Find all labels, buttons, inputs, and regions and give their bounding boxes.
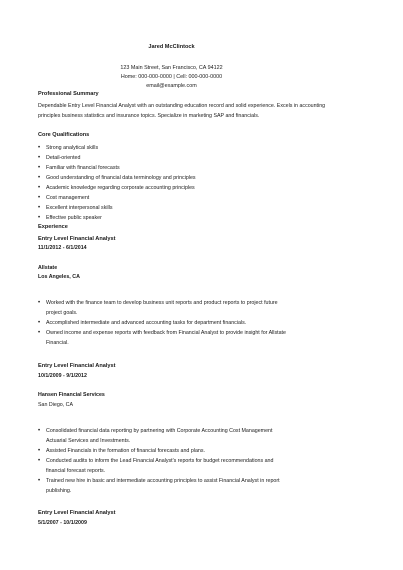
summary-text: Dependable Entry Level Financial Analyst with an outstanding education record and solid experience. Excels in accounting principles business statistics and insurance topics. Specialize in marketing SAP and financials. bbox=[38, 103, 326, 119]
list-item: • Familiar with financial forecasts bbox=[38, 163, 196, 173]
list-item: • Cost management bbox=[38, 193, 196, 203]
list-item: • Worked with the finance team to develop business unit reports and product reports to project future project goals. bbox=[38, 298, 288, 318]
list-item: • Effective public speaker bbox=[38, 213, 196, 223]
list-item: • Conducted audits to inform the Lead Financial Analyst's reports for budget recommendations and financial forecast reports. bbox=[38, 456, 288, 476]
experience-heading: Experience bbox=[38, 224, 68, 230]
list-item: • Strong analytical skills bbox=[38, 143, 196, 153]
job-1-dates: 11/1/2012 - 6/1/2014 bbox=[38, 245, 87, 251]
candidate-name: Jared McClintock bbox=[148, 44, 195, 50]
job-2-title: Entry Level Financial Analyst bbox=[38, 363, 116, 369]
phone-line: Home: 000-000-0000 | Cell: 000-000-0000 bbox=[120, 74, 223, 80]
job-1-duties bbox=[38, 298, 288, 348]
job-2-company: Hansen Financial Services bbox=[38, 392, 105, 398]
address-line: 123 Main Street, San Francisco, CA 94122 bbox=[120, 65, 223, 71]
list-item: • Assisted Financials in the formation of financial forecasts and plans. bbox=[38, 446, 288, 456]
contact-block bbox=[0, 64, 343, 91]
list-item: • Consolidated financial data reporting by partnering with Corporate Accounting Cost Management Actuarial Services and Investments. bbox=[38, 426, 288, 446]
job-3-title: Entry Level Financial Analyst bbox=[38, 510, 116, 516]
qualifications-list bbox=[38, 143, 196, 223]
summary-heading: Professional Summary bbox=[38, 91, 99, 97]
list-item: • Excellent interpersonal skills bbox=[38, 203, 196, 213]
list-item: • Detail-oriented bbox=[38, 153, 196, 163]
list-item: • Academic knowledge regarding corporate accounting principles bbox=[38, 183, 196, 193]
qualifications-heading: Core Qualifications bbox=[38, 132, 90, 138]
list-item: • Trained new hire in basic and intermediate accounting principles to assist Financial Analyst in report publishing. bbox=[38, 476, 288, 496]
job-2-dates: 10/1/2009 - 9/1/2012 bbox=[38, 373, 87, 379]
job-2-location: San Diego, CA bbox=[38, 402, 74, 408]
job-3-dates: 5/1/2007 - 10/1/2009 bbox=[38, 520, 87, 526]
job-2-duties bbox=[38, 426, 288, 496]
job-1-location: Los Angeles, CA bbox=[38, 274, 80, 280]
list-item: • Owned income and expense reports with feedback from Financial Analyst to provide insight for Allstate Financial. bbox=[38, 328, 288, 348]
list-item: • Accomplished intermediate and advanced accounting tasks for department financials. bbox=[38, 318, 288, 328]
email-line[interactable]: email@example.com bbox=[146, 83, 197, 89]
list-item: • Good understanding of financial data terminology and principles bbox=[38, 173, 196, 183]
job-1-company: Allstate bbox=[38, 265, 58, 271]
job-1-title: Entry Level Financial Analyst bbox=[38, 236, 116, 242]
